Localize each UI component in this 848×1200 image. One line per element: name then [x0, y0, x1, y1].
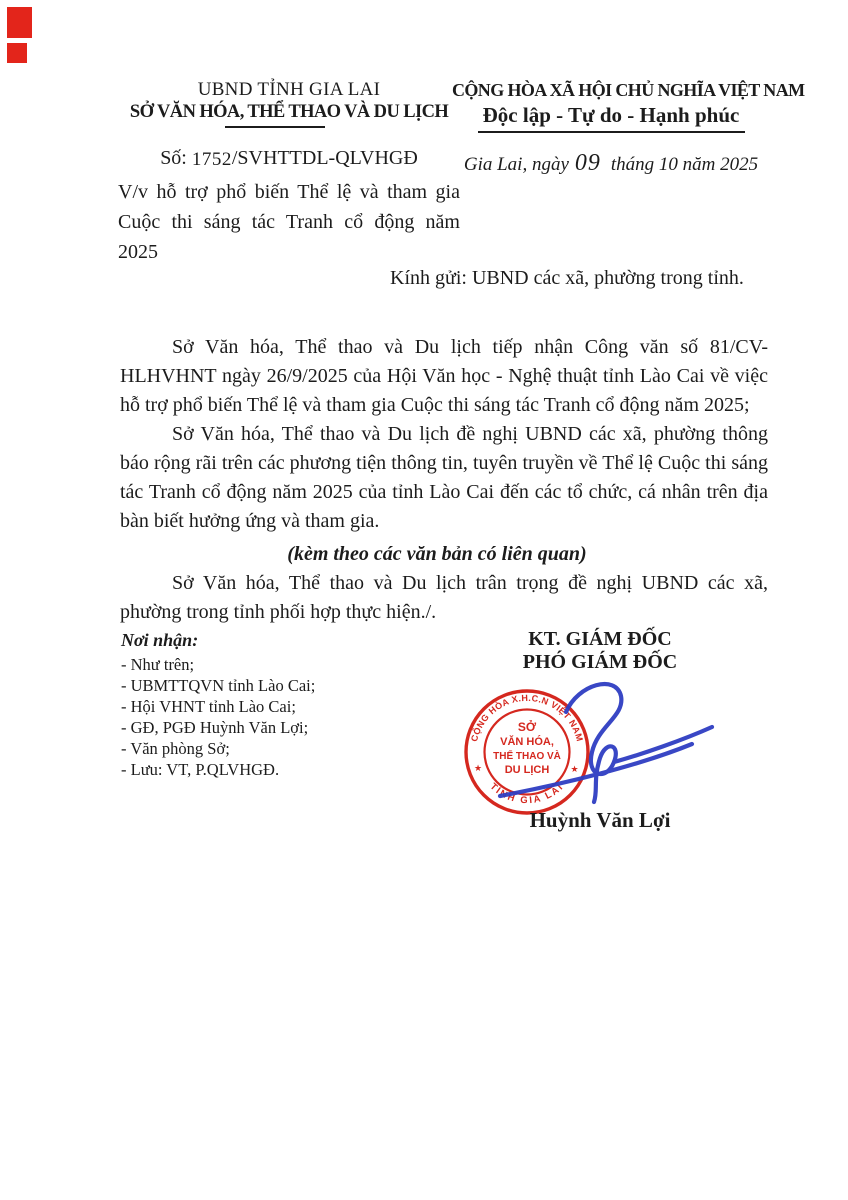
- stamp-star-left-icon: ★: [474, 763, 483, 773]
- stamp-center-line-4: DU LỊCH: [504, 764, 550, 776]
- agency-underline: [225, 126, 325, 128]
- body-paragraph-1: Sở Văn hóa, Thể thao và Du lịch tiếp nhận Công văn số 81/CV-HLHVHNT ngày 26/9/2025 của Hội Văn học - Nghệ thuật tỉnh Lào Cai về việc hỗ trợ phổ biến Thể lệ và tham gia Cuộc thi sáng tác Tranh cổ động năm 2025;: [120, 336, 768, 416]
- superior-agency-name: UBND TỈNH GIA LAI: [197, 79, 381, 100]
- document-subject: V/v hỗ trợ phổ biến Thể lệ và tham gia Cuộc thi sáng tác Tranh cổ động năm 2025: [118, 181, 460, 263]
- signature-title-2: PHÓ GIÁM ĐỐC: [522, 651, 678, 673]
- agency-name: SỞ VĂN HÓA, THỂ THAO VÀ DU LỊCH: [129, 102, 449, 122]
- document-number-value: 1752: [191, 149, 232, 170]
- signature-title-1: KT. GIÁM ĐỐC: [528, 628, 672, 650]
- recipient-item: - GĐ, PGĐ Huỳnh Văn Lợi;: [121, 718, 309, 737]
- stamp-ring-top-text: CỘNG HÒA X.H.C.N VIỆT NAM: [469, 692, 585, 743]
- issuing-agency-block: [116, 79, 462, 267]
- date-prefix: Gia Lai, ngày: [463, 154, 569, 175]
- closing-paragraph: Sở Văn hóa, Thể thao và Du lịch trân trọng đề nghị UBND các xã, phường trong tỉnh phối hợp thực hiện./.: [120, 572, 768, 623]
- recipient-item: - UBMTTQVN tỉnh Lào Cai;: [121, 676, 316, 695]
- recipient-item: - Hội VHNT tỉnh Lào Cai;: [121, 697, 296, 716]
- recipient-item: - Văn phòng Sở;: [121, 739, 230, 758]
- attachment-note: (kèm theo các văn bản có liên quan): [287, 543, 587, 565]
- recipient-line: Kính gửi: UBND các xã, phường trong tỉnh.: [390, 267, 744, 289]
- red-corner-mark-small: [7, 43, 27, 63]
- signer-name: Huỳnh Văn Lợi: [529, 808, 671, 832]
- document-number-line: [116, 147, 462, 170]
- recipient-item: - Như trên;: [121, 655, 195, 674]
- body-paragraph-2: Sở Văn hóa, Thể thao và Du lịch đề nghị UBND các xã, phường thông báo rộng rãi trên các phương tiện thông tin, tuyên truyền về Thể lệ Cuộc thi sáng tác Tranh cổ động năm 2025 của tỉnh Lào Cai đến các tổ chức, cá nhân trên địa bàn biết hưởng ứng và tham gia.: [120, 423, 768, 532]
- handwritten-signature: [478, 668, 718, 818]
- stamp-star-right-icon: ★: [570, 764, 579, 774]
- document-number-suffix: /SVHTTDL-QLVHGĐ: [231, 147, 418, 169]
- stamp-center-line-2: VĂN HÓA,: [500, 736, 554, 748]
- red-corner-mark: [7, 7, 32, 38]
- recipient-item: - Lưu: VT, P.QLVHGĐ.: [121, 760, 280, 779]
- document-number-label: Số:: [160, 147, 187, 169]
- stamp-center-line-3: THỂ THAO VÀ: [493, 751, 561, 762]
- document-body: [120, 264, 768, 627]
- national-motto: Độc lập - Tự do - Hạnh phúc: [482, 103, 740, 127]
- recipients-block: [121, 630, 421, 780]
- stamp-ring-bottom-text: TỈNH GIA LAI: [487, 781, 567, 807]
- place-date-line: [452, 150, 770, 177]
- recipients-label: Nơi nhận:: [121, 630, 199, 650]
- date-day: 09: [574, 150, 601, 176]
- motto-underline: [478, 131, 745, 133]
- signature-stroke-main: [566, 684, 621, 802]
- stamp-center-line-1: SỞ: [517, 720, 537, 734]
- national-header-block: [452, 80, 805, 177]
- date-suffix: tháng 10 năm 2025: [610, 154, 759, 175]
- national-title: CỘNG HÒA XÃ HỘI CHỦ NGHĨA VIỆT NAM: [452, 80, 805, 100]
